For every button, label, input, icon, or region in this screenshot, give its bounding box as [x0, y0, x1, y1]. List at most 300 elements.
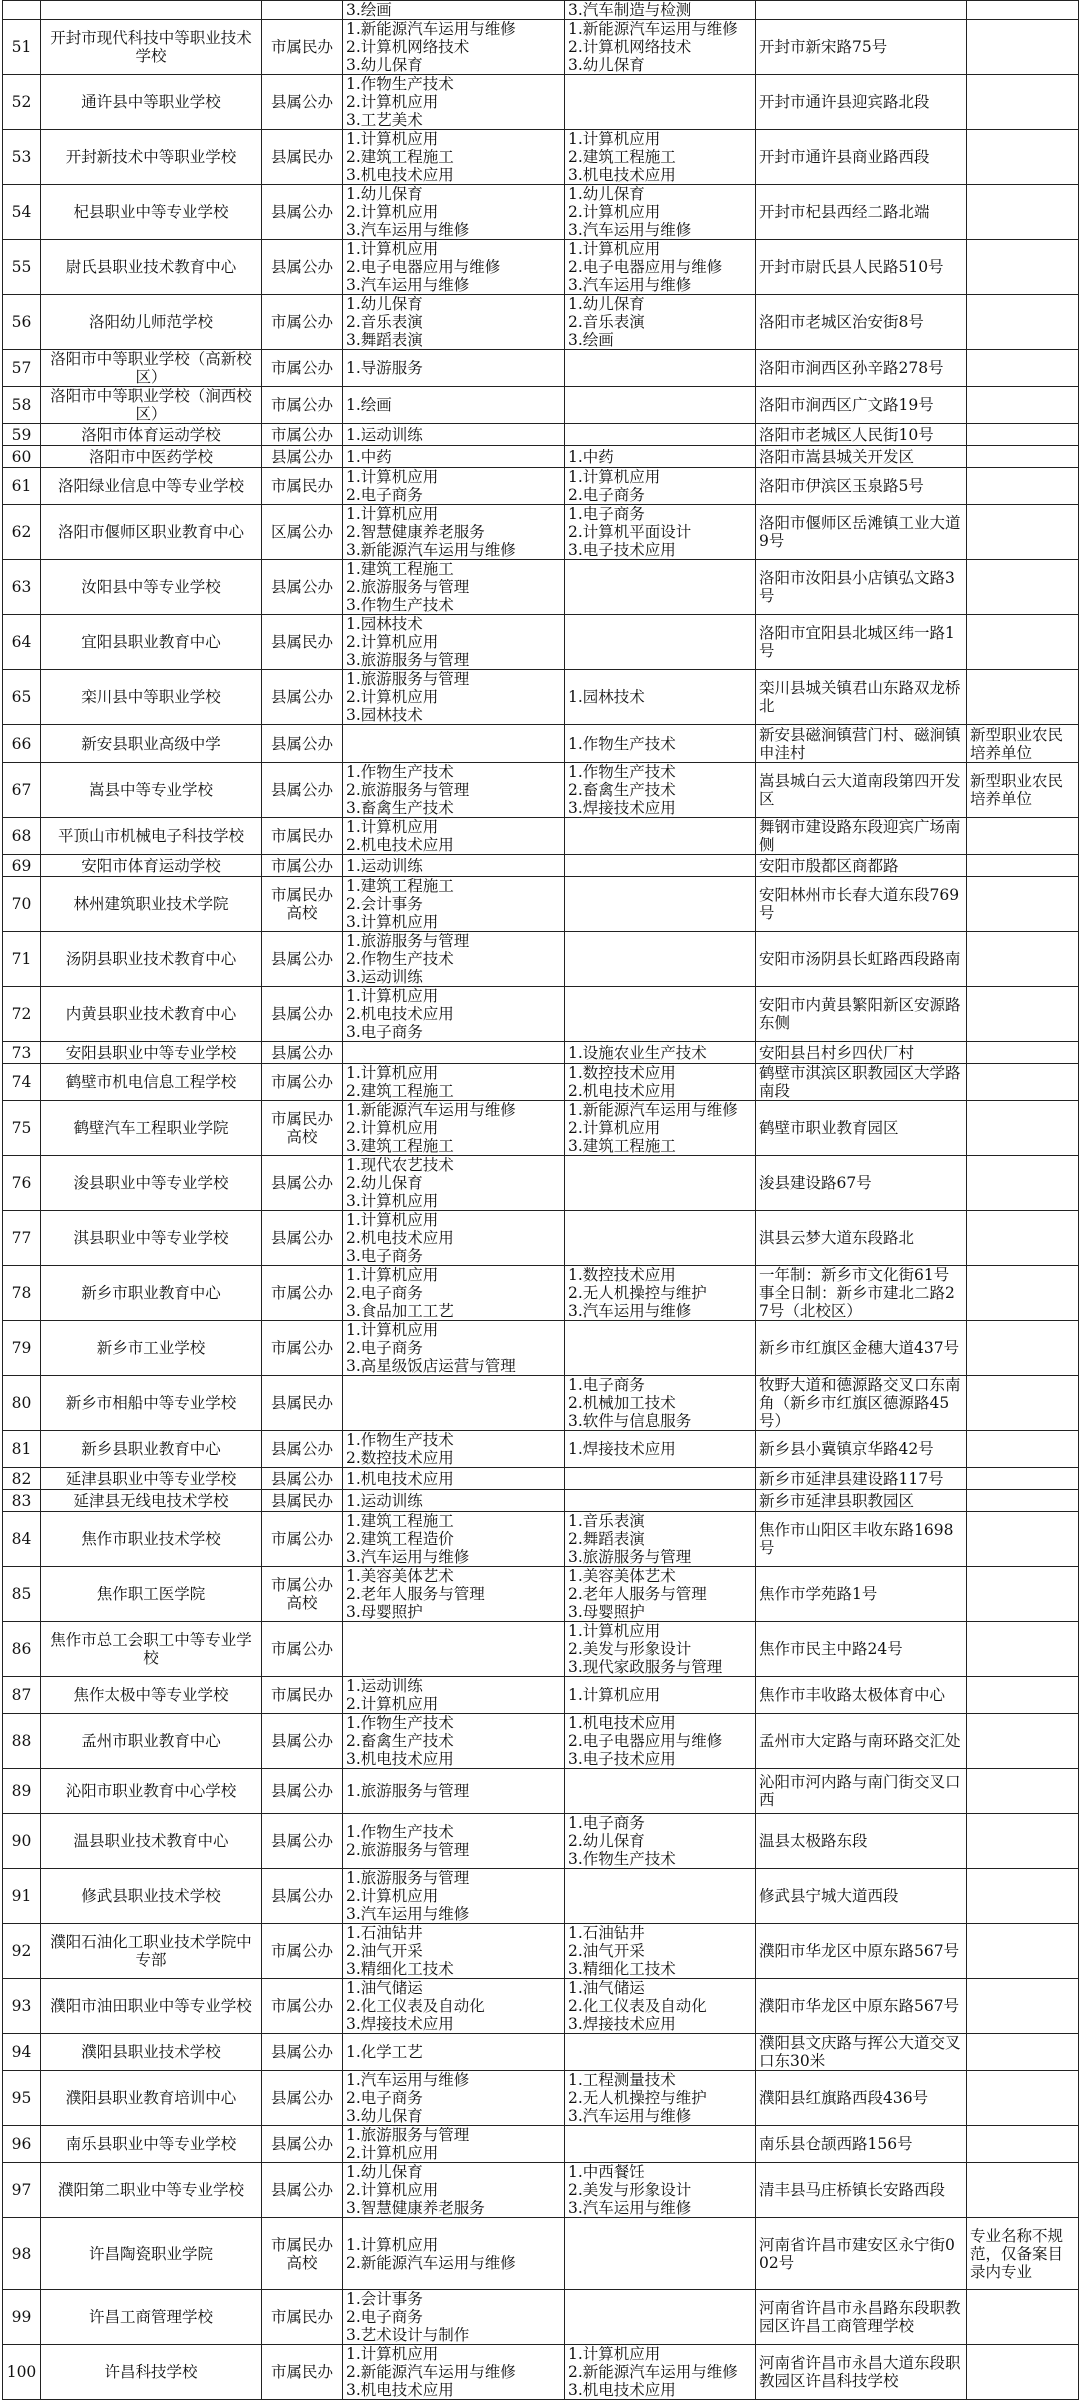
row-number: 51: [11, 38, 32, 56]
majors-cell-secondary: [565, 2126, 756, 2163]
majors-cell-secondary: [565, 20, 756, 75]
major-item: 1.计算机应用: [346, 1321, 439, 1339]
school-type: 县属公办: [270, 734, 333, 753]
table-row: [3, 2345, 1079, 2400]
school-name-cell: [41, 1064, 262, 1101]
school-type-cell: [262, 1814, 343, 1869]
majors-cell-secondary: [565, 2071, 756, 2126]
table-row: [3, 1714, 1079, 1769]
majors-cell-secondary: [565, 1431, 756, 1468]
school-address: 河南省许昌市永昌大道东段职教园区许昌科技学校: [759, 2354, 961, 2390]
major-item: 1.石油钻井: [568, 1924, 645, 1942]
majors-cell-secondary: [565, 2345, 756, 2400]
major-item: 3.汽车制造与检测: [568, 1, 692, 19]
remark-cell: [967, 1064, 1079, 1101]
remark-cell: [967, 1042, 1079, 1064]
remark-cell: [967, 763, 1079, 818]
majors-cell-secondary: [565, 1714, 756, 1769]
major-item: 1.电子商务: [568, 1814, 645, 1832]
school-name: 南乐县职业中等专业学校: [65, 2135, 237, 2153]
major-item: 2.幼儿保育: [568, 1832, 645, 1850]
school-address: 舞钢市建设路东段迎宾广场南侧: [759, 818, 961, 854]
school-address: 焦作市学苑路1号: [759, 1585, 878, 1603]
major-item: 1.计算机应用: [568, 2345, 661, 2363]
major-item: 2.计算机应用: [346, 203, 439, 221]
school-type-cell: [262, 1431, 343, 1468]
major-item: 2.机电技术应用: [346, 1005, 454, 1023]
majors-cell-primary: [343, 240, 565, 295]
major-item: 1.数控技术应用: [568, 1064, 676, 1082]
remark-cell: [967, 2163, 1079, 2218]
major-item: 2.舞蹈表演: [568, 1530, 645, 1548]
school-type-cell: [262, 1622, 343, 1677]
school-address: 洛阳市嵩县城关开发区: [759, 447, 915, 466]
majors-cell-primary: [343, 877, 565, 932]
row-number-cell: [3, 1769, 41, 1814]
row-number-cell: [3, 424, 41, 446]
school-type: 市属民办: [270, 1686, 333, 1704]
majors-cell-primary: [343, 1042, 565, 1064]
table-row: [3, 1869, 1079, 1924]
school-type: 市属民办: [270, 38, 333, 56]
table-row: [3, 1512, 1079, 1567]
school-address-cell: [756, 240, 967, 295]
major-item: 3.汽车运用与维修: [346, 1548, 470, 1566]
school-name-cell: [41, 1468, 262, 1490]
school-type: 市属公办: [270, 359, 333, 377]
school-address: 河南省许昌市永昌路东段职教园区许昌工商管理学校: [759, 2299, 961, 2335]
majors-cell-secondary: [565, 1814, 756, 1869]
school-name-cell: [41, 1567, 262, 1622]
major-item: 2.电子商务: [346, 1284, 423, 1302]
table-row: [3, 560, 1079, 615]
row-number-cell: [3, 818, 41, 855]
table-row: [3, 1064, 1079, 1101]
remark-cell: [967, 2345, 1079, 2400]
majors-cell-primary: [343, 1567, 565, 1622]
major-item: 2.电子商务: [346, 486, 423, 504]
major-item: 3.精细化工技术: [568, 1960, 676, 1978]
row-number: 78: [11, 1284, 32, 1302]
majors-cell-primary: [343, 1211, 565, 1266]
majors-cell-primary: [343, 1, 565, 20]
row-number-cell: [3, 987, 41, 1042]
school-address-cell: [756, 1769, 967, 1814]
major-item: 2.机电技术应用: [346, 1229, 454, 1247]
major-item: 3.软件与信息服务: [568, 1412, 692, 1430]
remark-cell: [967, 2071, 1079, 2126]
major-item: 2.建筑工程施工: [568, 148, 676, 166]
remark-cell: [967, 295, 1079, 350]
row-number-cell: [3, 2345, 41, 2400]
school-address: 淇县云梦大道东段路北: [759, 1229, 915, 1247]
school-type-cell: [262, 75, 343, 130]
school-address: 开封市通许县迎宾路北段: [759, 93, 930, 111]
majors-cell-secondary: [565, 1869, 756, 1924]
school-type: 县属公办: [270, 2181, 333, 2199]
major-item: 1.导游服务: [346, 359, 423, 377]
school-name: 焦作太极中等专业学校: [73, 1686, 229, 1704]
majors-cell-primary: [343, 2126, 565, 2163]
school-address-cell: [756, 2034, 967, 2071]
school-address-cell: [756, 130, 967, 185]
major-item: 2.机电技术应用: [568, 1082, 676, 1100]
school-name: 延津县职业中等专业学校: [65, 1469, 237, 1488]
majors-cell-primary: [343, 2290, 565, 2345]
major-item: 1.石油钻井: [346, 1924, 423, 1942]
major-item: 3.舞蹈表演: [346, 331, 423, 349]
school-name-cell: [41, 1512, 262, 1567]
school-type-cell: [262, 185, 343, 240]
row-number: 66: [11, 734, 32, 753]
majors-cell-secondary: [565, 987, 756, 1042]
row-number-cell: [3, 1490, 41, 1512]
table-row: [3, 350, 1079, 387]
table-row: [3, 2163, 1079, 2218]
school-name-cell: [41, 387, 262, 424]
row-number-cell: [3, 2290, 41, 2345]
row-number-cell: [3, 505, 41, 560]
row-number: 52: [11, 93, 32, 111]
school-type: 市属民办高校: [270, 1110, 333, 1146]
school-name-cell: [41, 1, 262, 20]
major-item: 1.计算机应用: [568, 130, 661, 148]
row-number: 60: [11, 447, 32, 466]
school-address-cell: [756, 1266, 967, 1321]
major-item: 3.计算机应用: [346, 913, 439, 931]
table-row: [3, 1924, 1079, 1979]
majors-cell-secondary: [565, 1376, 756, 1431]
major-item: 2.电子电器应用与维修: [568, 258, 723, 276]
row-number-cell: [3, 2126, 41, 2163]
major-item: 1.美容美体艺术: [346, 1567, 454, 1585]
row-number: 92: [11, 1942, 32, 1960]
row-number: 54: [11, 203, 32, 221]
school-address-cell: [756, 1979, 967, 2034]
row-number-cell: [3, 1431, 41, 1468]
school-type: 市属公办: [270, 1997, 333, 2015]
major-item: 1.油气储运: [346, 1979, 423, 1997]
school-address: 新乡市延津县建设路117号: [759, 1469, 944, 1488]
school-type: 县属公办: [270, 950, 333, 968]
major-item: 1.会计事务: [346, 2290, 423, 2308]
major-item: 3.汽车运用与维修: [568, 221, 692, 239]
row-number: 70: [11, 895, 32, 913]
school-name-cell: [41, 1714, 262, 1769]
row-number-cell: [3, 1567, 41, 1622]
school-type: 县属民办: [270, 1394, 333, 1412]
school-name-cell: [41, 20, 262, 75]
school-list-table: [2, 0, 1079, 2400]
major-item: 3.艺术设计与制作: [346, 2326, 470, 2344]
school-name-cell: [41, 1266, 262, 1321]
major-item: 1.计算机应用: [346, 2345, 439, 2363]
school-name: 洛阳绿业信息中等专业学校: [57, 477, 244, 495]
major-item: 1.焊接技术应用: [568, 1440, 676, 1458]
school-name-cell: [41, 424, 262, 446]
row-number: 71: [11, 950, 32, 968]
school-type: 县属公办: [270, 447, 333, 466]
school-address-cell: [756, 1064, 967, 1101]
school-type: 县属民办: [270, 633, 333, 651]
major-item: 1.运动训练: [346, 1491, 423, 1510]
school-type-cell: [262, 1, 343, 20]
remark-text: 专业名称不规范，仅备案目录内专业: [970, 2226, 1064, 2281]
majors-cell-primary: [343, 670, 565, 725]
majors-cell-primary: [343, 350, 565, 387]
school-name: 濮阳县职业技术学校: [81, 2043, 221, 2061]
major-item: 1.计算机应用: [568, 1622, 661, 1640]
major-item: 3.机电技术应用: [346, 1750, 454, 1768]
school-name: 沁阳市职业教育中心学校: [65, 1782, 237, 1800]
table-row: [3, 877, 1079, 932]
majors-cell-primary: [343, 932, 565, 987]
major-item: 3.绘画: [346, 1, 392, 19]
school-address-cell: [756, 1321, 967, 1376]
major-item: 1.运动训练: [346, 425, 423, 444]
school-type-cell: [262, 2126, 343, 2163]
school-type-cell: [262, 1512, 343, 1567]
school-name: 淇县职业中等专业学校: [73, 1229, 229, 1247]
major-item: 2.电子商务: [346, 2308, 423, 2326]
remark-cell: [967, 1468, 1079, 1490]
row-number-cell: [3, 1512, 41, 1567]
row-number-cell: [3, 1979, 41, 2034]
school-address: 洛阳市老城区人民街10号: [759, 425, 934, 444]
major-item: 1.园林技术: [346, 615, 423, 633]
remark-cell: [967, 1769, 1079, 1814]
row-number-cell: [3, 185, 41, 240]
school-address-cell: [756, 1042, 967, 1064]
table-row: [3, 468, 1079, 505]
school-address-cell: [756, 987, 967, 1042]
major-item: 3.食品加工工艺: [346, 1302, 454, 1320]
row-number: 88: [11, 1732, 32, 1750]
remark-cell: [967, 240, 1079, 295]
major-item: 2.新能源汽车运用与维修: [346, 2253, 516, 2272]
table-row: [3, 240, 1079, 295]
remark-cell: [967, 446, 1079, 468]
majors-cell-secondary: [565, 505, 756, 560]
school-address-cell: [756, 2290, 967, 2345]
school-address: 牧野大道和德源路交叉口东南角（新乡市红旗区德源路45号）: [759, 1376, 961, 1430]
major-item: 2.新能源汽车运用与维修: [568, 2363, 738, 2381]
table-row: [3, 75, 1079, 130]
school-type-cell: [262, 2163, 343, 2218]
school-type: 市属公办高校: [270, 1576, 333, 1612]
school-type-cell: [262, 2071, 343, 2126]
row-number: 53: [11, 148, 32, 166]
row-number: 69: [11, 856, 32, 875]
school-type: 市属公办: [270, 1942, 333, 1960]
school-name-cell: [41, 1321, 262, 1376]
major-item: 2.建筑工程施工: [346, 148, 454, 166]
school-address: 洛阳市老城区治安街8号: [759, 313, 924, 331]
school-address: 安阳市汤阴县长虹路西段路南: [759, 950, 961, 968]
row-number: 76: [11, 1174, 32, 1192]
school-name: 新乡县职业教育中心: [81, 1440, 221, 1458]
row-number: 81: [11, 1440, 32, 1458]
school-type: 县属民办: [270, 1491, 333, 1510]
school-name-cell: [41, 615, 262, 670]
school-type-cell: [262, 1468, 343, 1490]
majors-cell-primary: [343, 1769, 565, 1814]
major-item: 3.作物生产技术: [568, 1850, 676, 1868]
table-row: [3, 670, 1079, 725]
row-number-cell: [3, 1211, 41, 1266]
school-address-cell: [756, 818, 967, 855]
major-item: 2.油气开采: [568, 1942, 645, 1960]
table-row: [3, 1431, 1079, 1468]
school-address-cell: [756, 1490, 967, 1512]
major-item: 3.汽车运用与维修: [568, 276, 692, 294]
major-item: 3.焊接技术应用: [568, 2015, 676, 2033]
majors-cell-primary: [343, 446, 565, 468]
remark-cell: [967, 75, 1079, 130]
majors-cell-primary: [343, 424, 565, 446]
school-type: 市属公办: [270, 1284, 333, 1302]
school-name: 孟州市职业教育中心: [81, 1732, 221, 1750]
major-item: 2.智慧健康养老服务: [346, 523, 485, 541]
school-type-cell: [262, 1924, 343, 1979]
row-number-cell: [3, 130, 41, 185]
school-type-cell: [262, 468, 343, 505]
major-item: 3.汽车运用与维修: [346, 1905, 470, 1923]
school-address-cell: [756, 560, 967, 615]
remark-cell: [967, 1924, 1079, 1979]
major-item: 1.幼儿保育: [568, 295, 645, 313]
school-type-cell: [262, 877, 343, 932]
school-name: 濮阳第二职业中等专业学校: [57, 2181, 244, 2199]
major-item: 2.计算机平面设计: [568, 523, 692, 541]
major-item: 1.作物生产技术: [568, 734, 676, 753]
school-type-cell: [262, 1567, 343, 1622]
school-type: 县属公办: [270, 1782, 333, 1800]
school-name-cell: [41, 2290, 262, 2345]
row-number: 87: [11, 1686, 32, 1704]
school-address-cell: [756, 1869, 967, 1924]
majors-cell-primary: [343, 1979, 565, 2034]
major-item: 3.机电技术应用: [568, 166, 676, 184]
school-name-cell: [41, 987, 262, 1042]
school-type: 县属公办: [270, 1887, 333, 1905]
majors-cell-secondary: [565, 295, 756, 350]
row-number-cell: [3, 1266, 41, 1321]
table-row: [3, 505, 1079, 560]
school-name-cell: [41, 295, 262, 350]
admissions-table-sheet: [2, 0, 1078, 2400]
school-name-cell: [41, 1156, 262, 1211]
school-name: 通许县中等职业学校: [81, 93, 221, 111]
table-row: [3, 763, 1079, 818]
school-address: 新乡市延津县职教园区: [759, 1491, 915, 1510]
majors-cell-primary: [343, 2163, 565, 2218]
school-name-cell: [41, 1622, 262, 1677]
major-item: 1.建筑工程施工: [346, 877, 454, 895]
major-item: 3.汽车运用与维修: [346, 221, 470, 239]
remark-cell: [967, 932, 1079, 987]
school-name-cell: [41, 2163, 262, 2218]
majors-cell-secondary: [565, 240, 756, 295]
majors-cell-secondary: [565, 763, 756, 818]
school-address: 濮阳县红旗路西段436号: [759, 2089, 929, 2107]
major-item: 2.建筑工程施工: [346, 1082, 454, 1100]
major-item: 3.高星级饭店运营与管理: [346, 1357, 516, 1375]
major-item: 1.油气储运: [568, 1979, 645, 1997]
major-item: 2.计算机应用: [346, 633, 439, 651]
row-number: 95: [11, 2089, 32, 2107]
major-item: 2.音乐表演: [346, 313, 423, 331]
school-type-cell: [262, 240, 343, 295]
major-item: 1.计算机应用: [346, 2235, 439, 2254]
major-item: 1.计算机应用: [346, 240, 439, 258]
majors-cell-secondary: [565, 468, 756, 505]
school-name: 濮阳市油田职业中等专业学校: [50, 1997, 252, 2015]
row-number: 67: [11, 781, 32, 799]
major-item: 1.化学工艺: [346, 2043, 423, 2061]
row-number: 79: [11, 1339, 32, 1357]
row-number: 73: [11, 1043, 32, 1062]
school-address: 开封市杞县西经二路北端: [759, 203, 930, 221]
major-item: 2.建筑工程造价: [346, 1530, 454, 1548]
majors-cell-primary: [343, 468, 565, 505]
major-item: 3.母婴照护: [568, 1603, 645, 1621]
row-number-cell: [3, 446, 41, 468]
school-name: 内黄县职业技术教育中心: [65, 1005, 237, 1023]
row-number: 75: [11, 1119, 32, 1137]
row-number-cell: [3, 75, 41, 130]
school-address-cell: [756, 295, 967, 350]
remark-cell: [967, 468, 1079, 505]
majors-cell-secondary: [565, 1468, 756, 1490]
row-number-cell: [3, 932, 41, 987]
school-type: 县属公办: [270, 93, 333, 111]
school-type: 县属公办: [270, 2135, 333, 2153]
remark-cell: [967, 1622, 1079, 1677]
table-row: [3, 1567, 1079, 1622]
school-address-cell: [756, 1156, 967, 1211]
row-number: 63: [11, 578, 32, 596]
table-row: [3, 1, 1079, 20]
remark-cell: [967, 877, 1079, 932]
school-address: 安阳市内黄县繁阳新区安源路东侧: [759, 996, 961, 1032]
school-name-cell: [41, 877, 262, 932]
row-number: 86: [11, 1640, 32, 1658]
school-type: 县属民办: [270, 148, 333, 166]
row-number: 68: [11, 827, 32, 845]
school-name-cell: [41, 2071, 262, 2126]
major-item: 3.电子商务: [346, 1023, 423, 1041]
major-item: 1.计算机应用: [346, 468, 439, 486]
school-address: 修武县宁城大道西段: [759, 1887, 899, 1905]
remark-cell: [967, 1266, 1079, 1321]
row-number-cell: [3, 855, 41, 877]
school-name-cell: [41, 670, 262, 725]
major-item: 3.机电技术应用: [346, 166, 454, 184]
major-item: 3.精细化工技术: [346, 1960, 454, 1978]
remark-cell: [967, 615, 1079, 670]
major-item: 1.计算机应用: [346, 1211, 439, 1229]
major-item: 1.作物生产技术: [568, 763, 676, 781]
majors-cell-secondary: [565, 670, 756, 725]
school-name: 温县职业技术教育中心: [73, 1832, 229, 1850]
school-name: 鹤壁汽车工程职业学院: [73, 1119, 229, 1137]
majors-cell-primary: [343, 1468, 565, 1490]
school-name: 许昌工商管理学校: [88, 2308, 213, 2326]
school-address: 濮阳县文庆路与挥公大道交叉口东30米: [759, 2034, 961, 2070]
school-address: 栾川县城关镇君山东路双龙桥北: [759, 679, 961, 715]
major-item: 2.音乐表演: [568, 313, 645, 331]
